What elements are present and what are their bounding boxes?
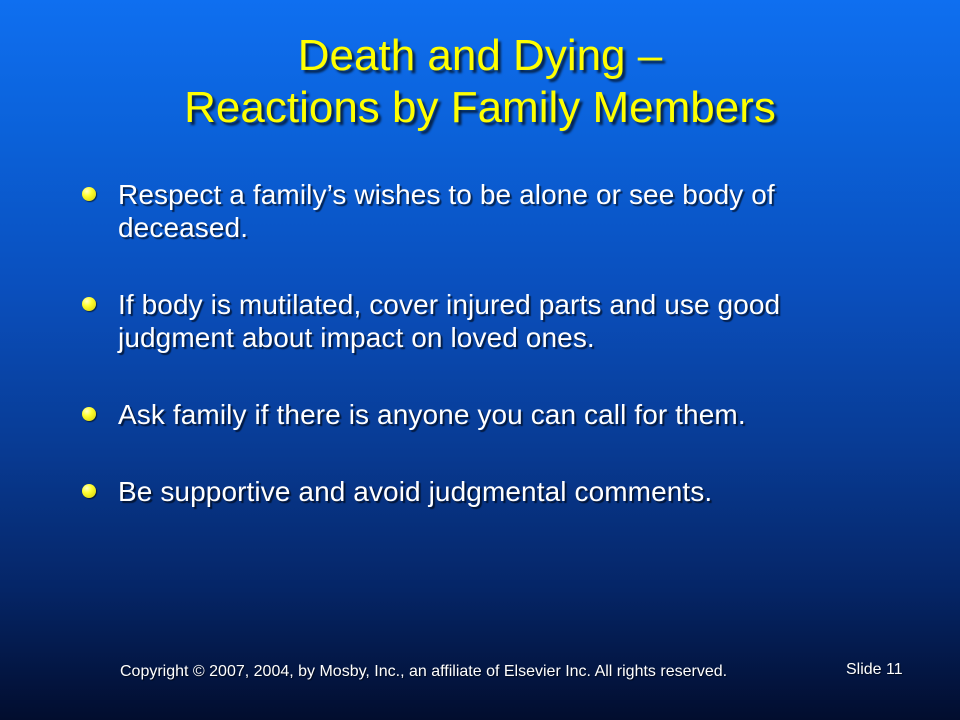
bullet-item (80, 398, 900, 431)
slide-title-line-2: Reactions by Family Members (184, 83, 776, 132)
bullet-dot-icon (82, 407, 96, 421)
bullet-text: Ask family if there is anyone you can call for them. (118, 399, 746, 430)
bullet-text: If body is mutilated, cover injured parts and use good judgment about impact on loved ones. (118, 289, 781, 353)
slide-number: Slide 11 (846, 661, 903, 678)
slide-title (0, 30, 960, 134)
bullet-item (80, 475, 900, 508)
slide-title-line-1: Death and Dying – (297, 31, 663, 80)
bullet-item (80, 288, 900, 354)
bullet-dot-icon (82, 187, 96, 201)
bullet-dot-icon (82, 297, 96, 311)
bullet-dot-icon (82, 484, 96, 498)
bullet-list (80, 178, 900, 552)
copyright-footer: Copyright © 2007, 2004, by Mosby, Inc., an affiliate of Elsevier Inc. All rights reserved. (120, 663, 728, 680)
bullet-item (80, 178, 900, 244)
bullet-text: Be supportive and avoid judgmental comments. (118, 476, 713, 507)
bullet-text: Respect a family’s wishes to be alone or see body of deceased. (118, 179, 775, 243)
